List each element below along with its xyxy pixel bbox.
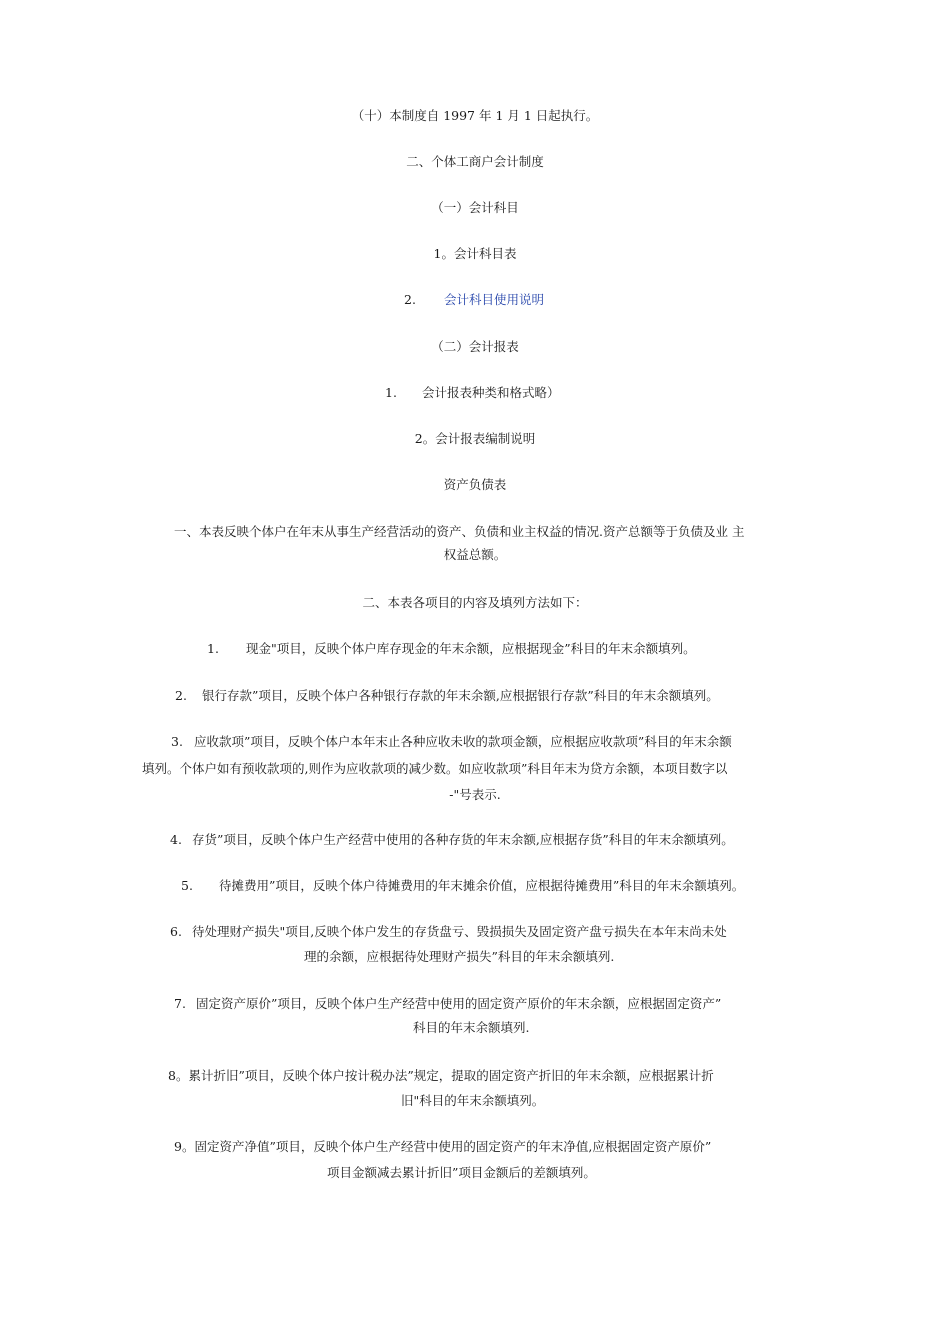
item-9-line-1: 9。固定资产净值”项目，反映个体户生产经营中使用的固定资产的年末净值,应根据固定资产原价” [174, 1139, 712, 1154]
item-5-number: 5. [181, 878, 193, 893]
item-6-line-1: 待处理财产损失"项目,反映个体户发生的存货盘亏、毁损损失及固定资产盘亏损失在本年末尚未处 [192, 924, 727, 939]
section-heading-2: 二、个体工商户会计制度 [406, 154, 544, 169]
item-7-line-2: 科目的年末余额填列. [413, 1020, 530, 1035]
item-1-number: 1. [207, 641, 219, 656]
list-number-1: 1. [385, 385, 397, 400]
balance-sheet-title: 资产负债表 [443, 477, 507, 492]
item-3-line-2: 填列。个体户如有预收款项的,则作为应收款项的减少数。如应收款项”科目年末为贷方余额，本项目数字以 [142, 761, 728, 776]
item-5-text: 待摊费用”项目，反映个体户待摊费用的年末摊余价值，应根据待摊费用”科目的年末余额填列。 [219, 878, 745, 893]
item-7-number: 7. [174, 996, 186, 1011]
list-item-chart-of-accounts: 1。会计科目表 [433, 246, 517, 261]
paragraph-one-line-2: 权益总额。 [443, 547, 507, 562]
report-preparation-line: 2。会计报表编制说明 [414, 431, 536, 446]
list-number-2: 2. [404, 292, 416, 307]
item-6-line-2: 理的余额，应根据待处理财产损失”科目的年末余额填列. [304, 949, 615, 964]
clause-ten-line: （十）本制度自 1997 年 1 月 1 日起执行。 [351, 108, 599, 123]
report-types-text: 会计报表种类和格式略） [422, 385, 560, 400]
item-8-line-1: 8。累计折旧”项目，反映个体户按计税办法”规定，提取的固定资产折旧的年末余额，应根据累计折 [168, 1068, 714, 1083]
item-9-line-2: 项目金额减去累计折旧”项目金额后的差额填列。 [327, 1165, 596, 1180]
item-8-line-2: 旧"科目的年末余额填列。 [401, 1093, 545, 1108]
item-4-text: 存货”项目，反映个体户生产经营中使用的各种存货的年末余额,应根据存货”科目的年末余额填列。 [192, 832, 734, 847]
paragraph-two: 二、本表各项目的内容及填列方法如下： [362, 595, 588, 610]
paragraph-one-line-1: 一、本表反映个体户在年末从事生产经营活动的资产、负债和业主权益的情况.资产总额等于负债及业 主 [174, 524, 745, 539]
item-7-line-1: 固定资产原价”项目，反映个体户生产经营中使用的固定资产原价的年末余额，应根据固定资产” [196, 996, 722, 1011]
item-4-number: 4. [170, 832, 182, 847]
item-1-text: 现金"项目，反映个体户库存现金的年末余额，应根据现金”科目的年末余额填列。 [246, 641, 696, 656]
subsection-heading-2: （二）会计报表 [431, 339, 519, 354]
item-2-number: 2. [175, 688, 187, 703]
item-2-text: 银行存款”项目，反映个体户各种银行存款的年末余额,应根据银行存款”科目的年末余额填列。 [202, 688, 719, 703]
item-6-number: 6. [170, 924, 182, 939]
account-usage-link[interactable]: 会计科目使用说明 [444, 292, 545, 307]
item-3-line-1: 应收款项”项目，反映个体户本年末止各种应收未收的款项金额，应根据应收款项”科目的年末余额 [194, 734, 732, 749]
subsection-heading-1: （一）会计科目 [431, 200, 519, 215]
item-3-line-3: -"号表示. [449, 787, 501, 802]
item-3-number: 3. [171, 734, 183, 749]
